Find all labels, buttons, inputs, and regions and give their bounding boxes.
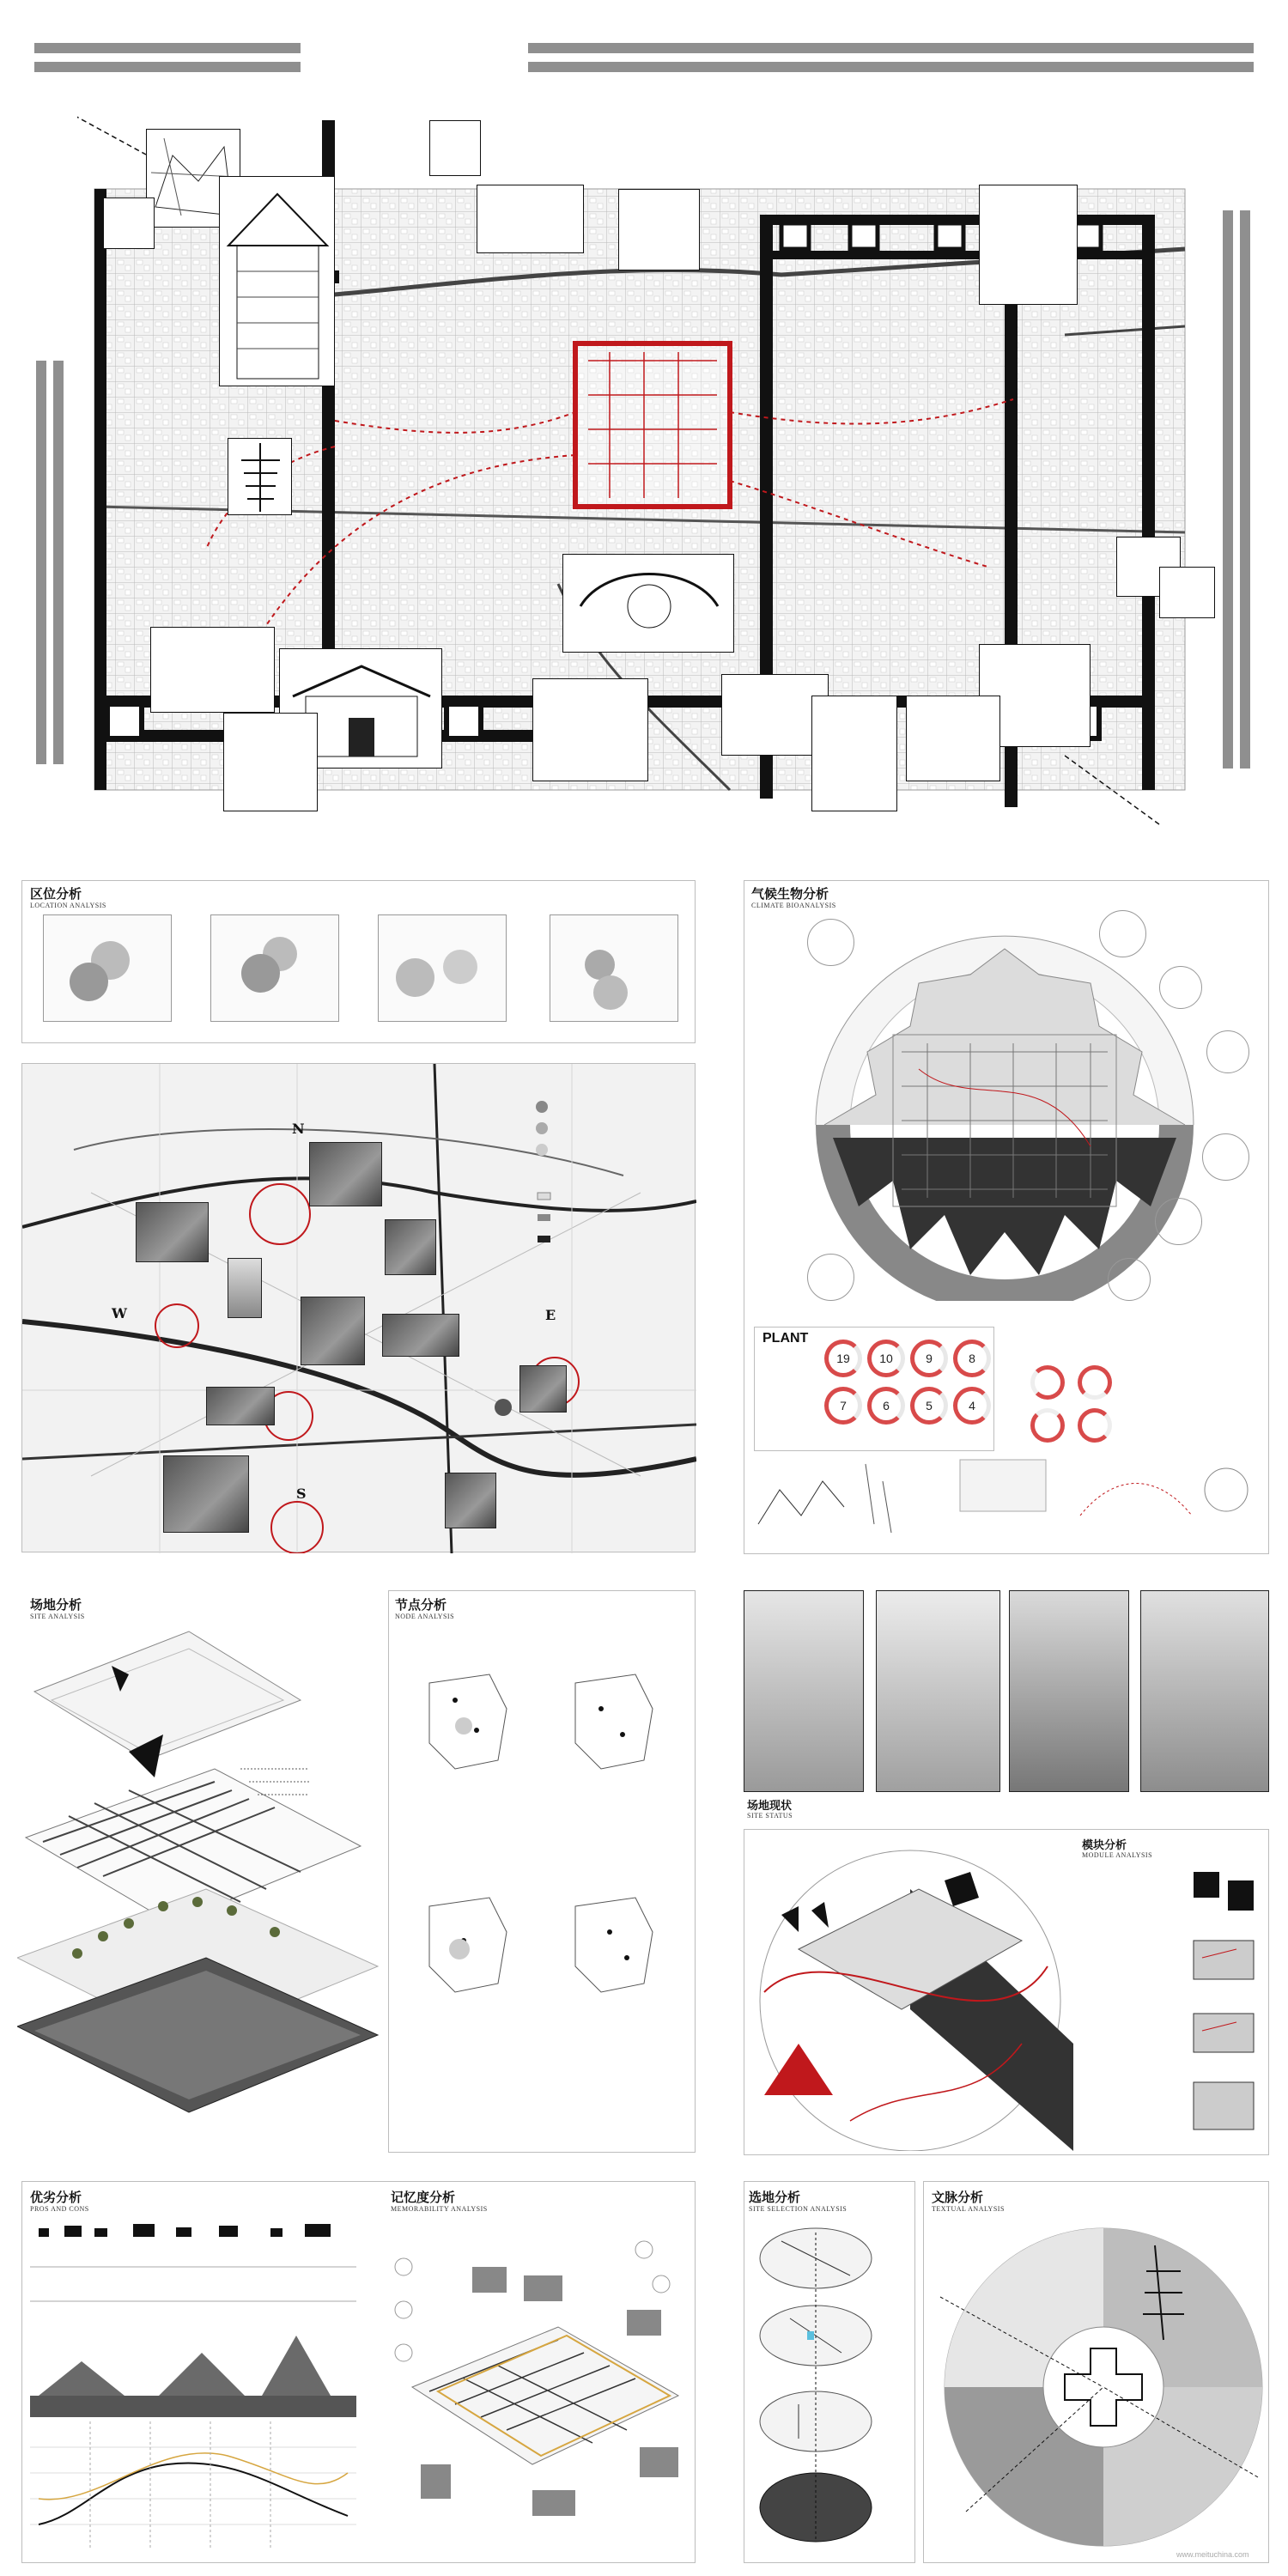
pros-title: 优劣分析 [30,2190,82,2205]
module-diagram [747,1838,1073,2151]
sketch-inset-8 [1159,567,1215,618]
sketch-inset-2 [103,197,155,249]
plant-heading: PLANT [762,1331,809,1346]
compass-west: W [112,1305,127,1321]
module-subtitle: MODULE ANALYSIS [1082,1851,1153,1859]
location-thumb-2 [210,914,339,1022]
pros-elevation [30,2215,365,2559]
location-photo-arch [163,1455,249,1533]
site-subtitle: SITE ANALYSIS [30,1613,85,1620]
header-bar-left-top [34,43,301,53]
sketch-inset-tower [219,176,335,386]
climate-pie-3 [1030,1408,1065,1443]
sketch-inset-6 [979,185,1078,305]
climate-small-charts [754,1455,1261,1550]
compass-south: S [296,1485,307,1502]
location-thumb-4 [550,914,678,1022]
sketch-inset-11 [532,678,648,781]
watermark: www.meituchina.com [1176,2550,1249,2559]
textual-subtitle: TEXTUAL ANALYSIS [932,2205,1005,2213]
textual-radial [932,2220,1267,2559]
climate-wind-rose [799,923,1211,1301]
location-photo-lake [206,1387,275,1425]
sketch-inset-3 [429,120,481,176]
status-photo-4 [1140,1590,1269,1792]
header-bar-left-bottom [34,62,301,72]
site-status-title: 场地现状 [747,1800,793,1813]
location-thumb-3 [378,914,507,1022]
climate-title: 气候生物分析 [751,886,829,902]
status-photo-1 [744,1590,864,1792]
plant-ring-2: 10 [867,1340,905,1377]
memory-diagram [386,2215,691,2559]
climate-animal-icon-6 [1155,1198,1202,1245]
plant-ring-6: 6 [867,1387,905,1425]
climate-pie-1 [1030,1365,1065,1400]
sketch-inset-9 [150,627,275,713]
memory-subtitle: MEMORABILITY ANALYSIS [391,2205,488,2213]
side-bar-left-2 [53,361,64,764]
module-title: 模块分析 [1082,1839,1127,1852]
climate-animal-icon-2 [1099,910,1146,957]
sketch-inset-10 [223,713,318,811]
plant-ring-8: 4 [953,1387,991,1425]
climate-animal-icon-7 [807,1254,854,1301]
compass-north: N [292,1121,305,1137]
node-title: 节点分析 [395,1597,447,1613]
plant-ring-5: 7 [824,1387,862,1425]
location-thumb-1 [43,914,172,1022]
sketch-inset-15 [906,696,1000,781]
plant-ring-7: 5 [910,1387,948,1425]
plant-ring-4: 8 [953,1340,991,1377]
location-photo-aerial [301,1297,365,1365]
location-photo-street [385,1219,436,1275]
selection-title: 选地分析 [749,2190,801,2205]
header-bar-right-bottom [528,62,1254,72]
plant-ring-3: 9 [910,1340,948,1377]
location-photo-courtyard [136,1202,209,1262]
selection-layers [747,2215,914,2559]
sketch-inset-dragon [562,554,734,653]
sketch-inset-pagoda [228,438,292,515]
status-photo-3 [1009,1590,1129,1792]
side-bar-right-1 [1223,210,1233,769]
sketch-inset-5 [618,189,700,270]
side-bar-left-1 [36,361,46,764]
location-photo-tree [445,1473,496,1528]
location-photo-mountain [519,1365,567,1413]
climate-pie-2 [1078,1365,1112,1400]
site-exploded-axon [17,1614,395,2121]
selection-subtitle: SITE SELECTION ANALYSIS [749,2205,848,2213]
climate-animal-icon-1 [807,919,854,966]
location-photo-gate [309,1142,382,1206]
climate-pie-4 [1078,1408,1112,1443]
memory-title: 记忆度分析 [391,2190,456,2205]
module-icons [1185,1863,1267,2147]
climate-animal-icon-5 [1202,1133,1249,1181]
climate-subtitle: CLIMATE BIOANALYSIS [751,902,836,909]
header-bar-right-top [528,43,1254,53]
site-title: 场地分析 [30,1597,82,1613]
sketch-inset-13 [811,696,897,811]
location-subtitle: LOCATION ANALYSIS [30,902,106,909]
location-photo-pagoda [228,1258,262,1318]
node-maps [395,1649,687,2129]
location-title: 区位分析 [30,886,82,902]
side-bar-right-2 [1240,210,1250,769]
site-status-subtitle: SITE STATUS [747,1812,793,1820]
status-photo-2 [876,1590,1000,1792]
plant-ring-1: 19 [824,1340,862,1377]
textual-title: 文脉分析 [932,2190,984,2205]
climate-animal-icon-8 [1108,1258,1151,1301]
climate-animal-icon-3 [1159,966,1202,1009]
compass-east: E [545,1307,556,1323]
sketch-inset-4 [477,185,584,253]
location-photo-temple [382,1314,459,1357]
pros-subtitle: PROS AND CONS [30,2205,89,2213]
climate-animal-icon-4 [1206,1030,1249,1073]
node-subtitle: NODE ANALYSIS [395,1613,455,1620]
